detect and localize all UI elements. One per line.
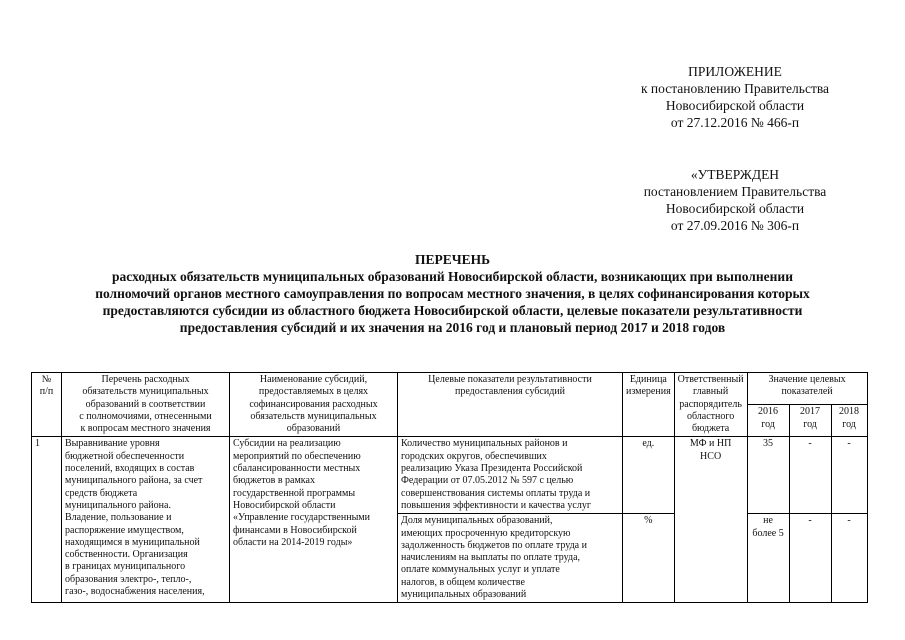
row-value-2017-1: - (789, 437, 831, 514)
appendix-line: к постановлению Правительства (640, 81, 830, 96)
row-obligations: Выравнивание уровня бюджетной обеспеченности поселений, входящих в состав муниципального района, за счет средств бюджета муниципального района. Владение, пользование и распоряжение имуществом, находящимся в муниципальной собственности. Организация в границах муниципального образования электро-, тепло-, газо-, водоснабжения населения, (62, 437, 230, 603)
header-manager: Ответственный главный распорядитель областного бюджета (674, 373, 747, 437)
obligations-table (31, 372, 868, 603)
title-line: расходных обязательств муниципальных образований Новосибирской области, возникающих при выполнении (112, 269, 793, 284)
header-year-2018: 2018 год (831, 405, 867, 437)
header-year-2017: 2017 год (789, 405, 831, 437)
row-subsidies: Субсидии на реализацию мероприятий по обеспечению сбалансированности местных бюджетов в рамках государственной программы Новосибирской области «Управление государственными финансами в Новосибирской области на 2014-2019 годы» (230, 437, 398, 603)
appendix-line: Новосибирской области (665, 98, 805, 113)
header-indicators: Целевые показатели результативности предоставления субсидий (398, 373, 623, 437)
row-num: 1 (32, 437, 62, 603)
approved-line: «УТВЕРЖДЕН (690, 167, 780, 182)
approved-line: от 27.09.2016 № 306-п (670, 218, 800, 233)
appendix-block (600, 63, 870, 131)
approved-line: Новосибирской области (665, 201, 805, 216)
row-manager: МФ и НП НСО (674, 437, 747, 603)
approved-line: постановлением Правительства (643, 184, 827, 199)
table-header-row (32, 373, 868, 405)
header-subsidies: Наименование субсидий, предоставляемых в целях софинансирования расходных обязательств муниципальных образований (230, 373, 398, 437)
title-line: предоставляются субсидии из областного бюджета Новосибирской области, целевые показатели результативности (102, 303, 803, 318)
row-value-2016-1: 35 (747, 437, 789, 514)
header-values-group: Значение целевых показателей (747, 373, 867, 405)
table-row (32, 437, 868, 514)
title-line: ПЕРЕЧЕНЬ (414, 252, 491, 267)
appendix-line: от 27.12.2016 № 466-п (670, 115, 800, 130)
row-value-2018-2: - (831, 514, 867, 603)
appendix-line: ПРИЛОЖЕНИЕ (688, 64, 782, 79)
row-unit-2: % (623, 514, 675, 603)
header-obligations: Перечень расходных обязательств муниципальных образований в соответствии с полномочиями, отнесенными к вопросам местного значения (62, 373, 230, 437)
title-line: предоставления субсидий и их значения на 2016 год и плановый период 2017 и 2018 годов (179, 320, 726, 335)
approved-block (600, 166, 870, 234)
title-line: полномочий органов местного самоуправления по вопросам местного значения, в целях софинансирования которых (95, 286, 810, 301)
row-unit-1: ед. (623, 437, 675, 514)
row-value-2016-2: не более 5 (747, 514, 789, 603)
row-indicator-2: Доля муниципальных образований, имеющих просроченную кредиторскую задолженность бюджетов по оплате труда и начислениям на выплаты по оплате труда, оплате коммунальных услуг и уплате налогов, в общем количестве муниципальных образований (398, 514, 623, 603)
header-unit: Единица измерения (623, 373, 675, 437)
header-year-2016: 2016 год (747, 405, 789, 437)
row-value-2018-1: - (831, 437, 867, 514)
row-value-2017-2: - (789, 514, 831, 603)
row-indicator-1: Количество муниципальных районов и городских округов, обеспечивших реализацию Указа Президента Российской Федерации от 07.05.2012 № 597 с целью совершенствования системы оплаты труда и повышения эффективности и качества услуг (398, 437, 623, 514)
header-num: № п/п (32, 373, 62, 437)
document-title (30, 251, 875, 336)
